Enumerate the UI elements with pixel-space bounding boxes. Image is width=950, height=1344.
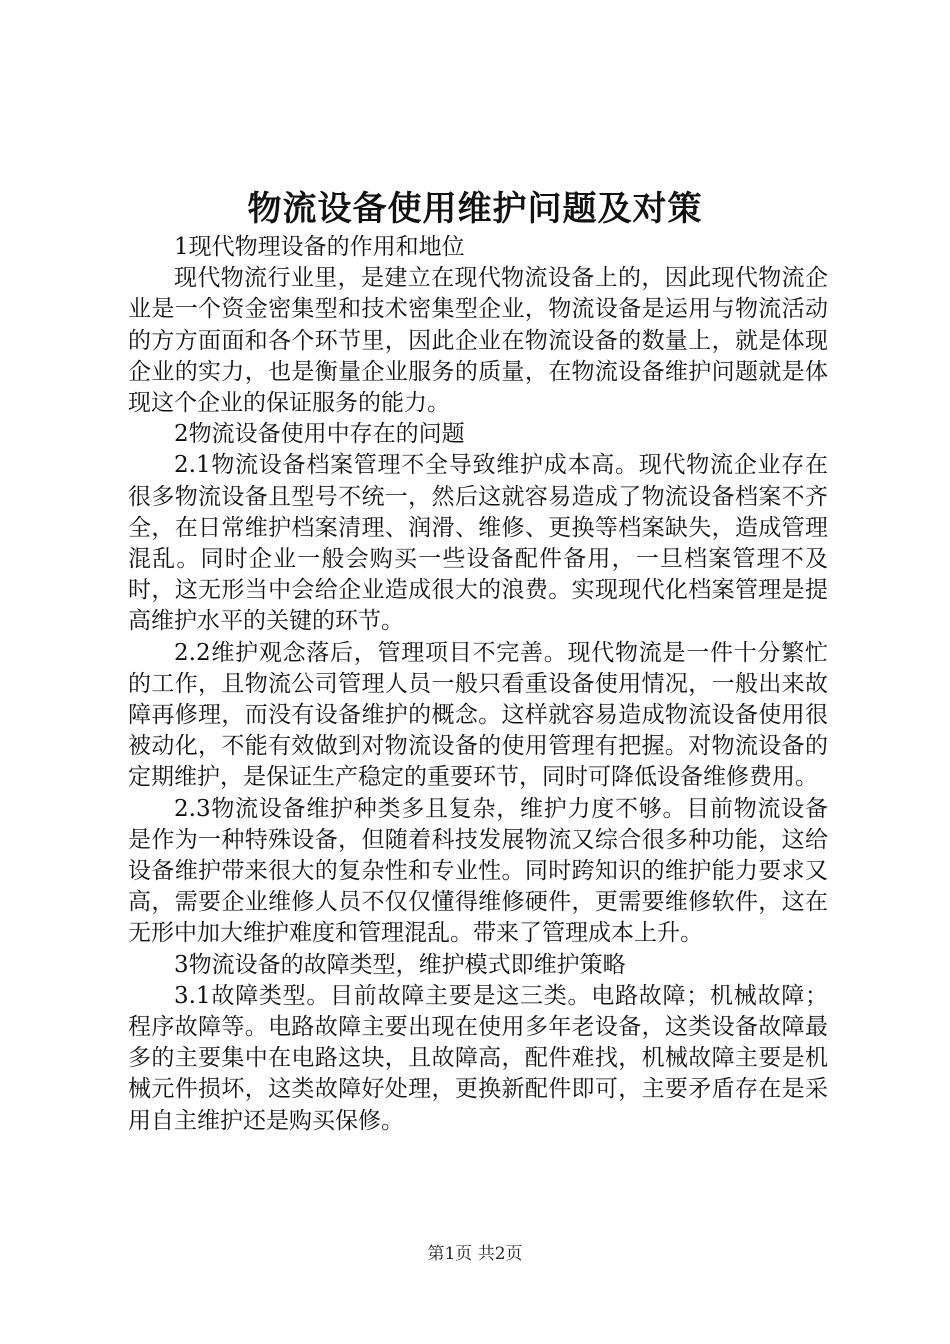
paragraph-1: 现代物流行业里，是建立在现代物流设备上的，因此现代物流企业是一个资金密集型和技术密集型企业，物流设备是运用与物流活动的方方面面和各个环节里，因此企业在物流设备的数量上，就是体现企业的实力，也是衡量企业服务的质量，在物流设备维护问题就是体现这个企业的保证服务的能力。 <box>128 265 828 417</box>
paragraph-2-2: 2.2维护观念落后，管理项目不完善。现代物流是一件十分繁忙的工作，且物流公司管理人员一般只看重设备使用情况，一般出来故障再修理，而没有设备维护的概念。这样就容易造成物流设备使用很被动化，不能有效做到对物流设备的使用管理有把握。对物流设备的定期维护，是保证生产稳定的重要环节，同时可降低设备维修费用。 <box>128 639 828 791</box>
section-heading-3: 3物流设备的故障类型，维护模式即维护策略 <box>174 951 626 978</box>
paragraph-3-1: 3.1故障类型。目前故障主要是这三类。电路故障；机械故障；程序故障等。电路故障主要出现在使用多年老设备，这类设备故障最多的主要集中在电路这块，且故障高，配件难找，机械故障主要是机械元件损坏，这类故障好处理，更换新配件即可，主要矛盾存在是采用自主维护还是购买保修。 <box>128 982 828 1134</box>
document-title: 物流设备使用维护问题及对策 <box>247 189 703 229</box>
paragraph-2-1: 2.1物流设备档案管理不全导致维护成本高。现代物流企业存在很多物流设备且型号不统一，然后这就容易造成了物流设备档案不齐全，在日常维护档案清理、润滑、维修、更换等档案缺失，造成管理混乱。同时企业一般会购买一些设备配件备用，一旦档案管理不及时，这无形当中会给企业造成很大的浪费。实现现代化档案管理是提高维护水平的关键的环节。 <box>128 452 828 635</box>
page-footer: 第1页 共2页 <box>427 1244 523 1264</box>
document-body <box>128 232 828 1137</box>
paragraph-2-3: 2.3物流设备维护种类多且复杂，维护力度不够。目前物流设备是作为一种特殊设备，但随着科技发展物流又综合很多种功能，这给设备维护带来很大的复杂性和专业性。同时跨知识的维护能力要求又高，需要企业维修人员不仅仅懂得维修硬件，更需要维修软件，这在无形中加大维护难度和管理混乱。带来了管理成本上升。 <box>128 795 828 947</box>
section-heading-2: 2物流设备使用中存在的问题 <box>174 421 465 448</box>
section-heading-1: 1现代物理设备的作用和地位 <box>174 234 465 260</box>
